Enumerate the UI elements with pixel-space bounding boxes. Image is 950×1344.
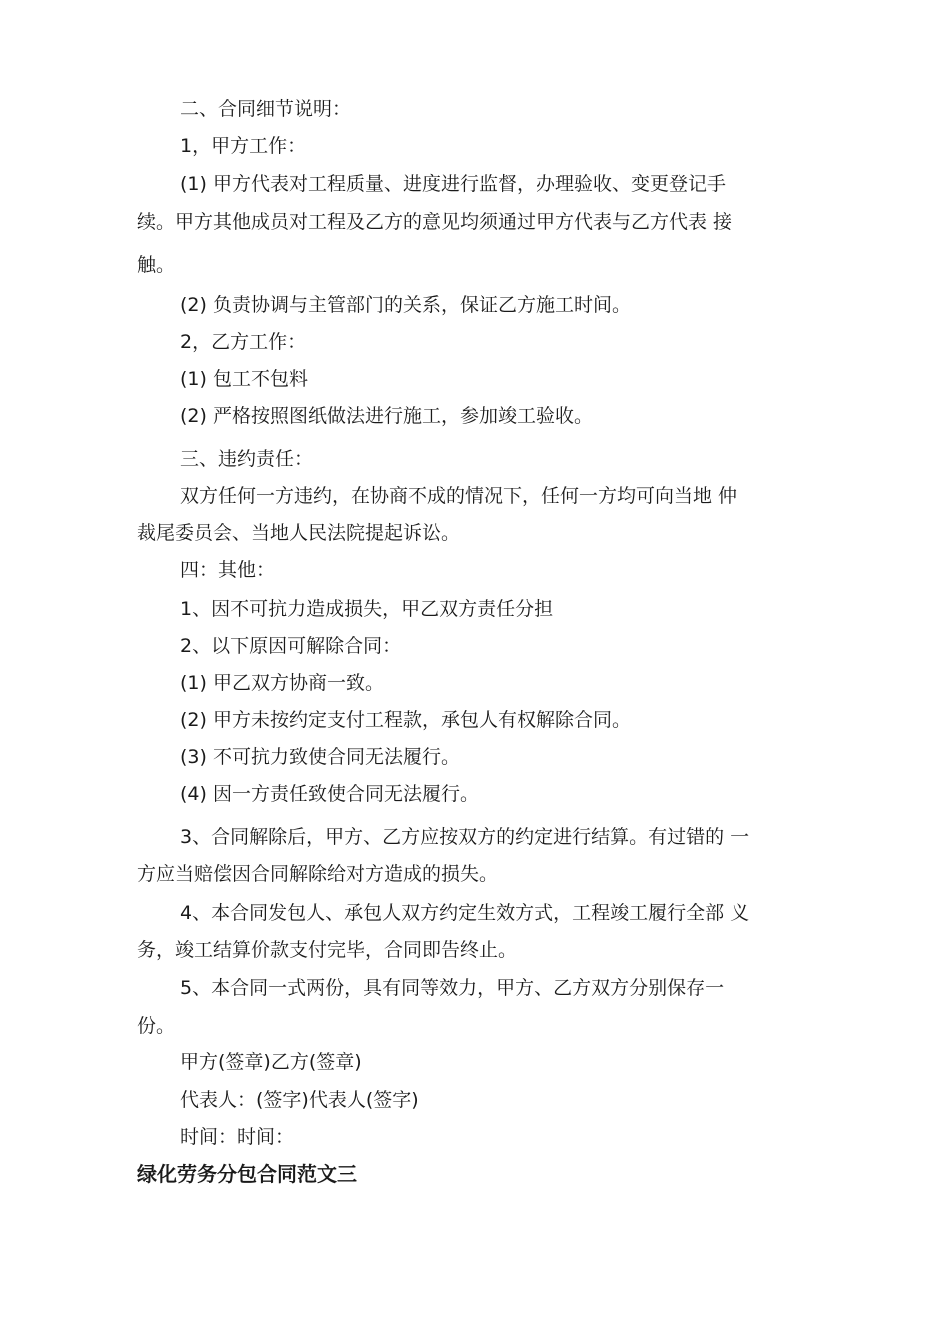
representative-line: 代表人：(签字)代表人(签字) [180,1089,419,1111]
paragraph-line: 3、合同解除后，甲方、乙方应按双方的约定进行结算。有过错的 一 [180,826,750,848]
paragraph-line: (3) 不可抗力致使合同无法履行。 [180,746,460,768]
paragraph-line: 务，竣工结算价款支付完毕，合同即告终止。 [137,939,518,961]
paragraph-line: (2) 负责协调与主管部门的关系，保证乙方施工时间。 [180,294,631,316]
paragraph-line: 4、本合同发包人、承包人双方约定生效方式，工程竣工履行全部 义 [180,902,750,924]
paragraph-line: 份。 [137,1015,176,1037]
document-section-title: 绿化劳务分包合同范文三 [137,1162,357,1186]
paragraph-line: 续。甲方其他成员对工程及乙方的意见均须通过甲方代表与乙方代表 接 [137,211,733,233]
item-party-b-work: 2，乙方工作： [180,331,307,353]
section-heading-breach: 三、违约责任： [180,448,314,470]
paragraph-line: (2) 甲方未按约定支付工程款，承包人有权解除合同。 [180,709,631,731]
item-party-a-work: 1，甲方工作： [180,135,307,157]
paragraph-line: 裁尾委员会、当地人民法院提起诉讼。 [137,522,461,544]
section-heading-contract-details: 二、合同细节说明： [180,98,352,120]
paragraph-line: (1) 甲方代表对工程质量、进度进行监督，办理验收、变更登记手 [180,173,726,195]
paragraph-line: (4) 因一方责任致使合同无法履行。 [180,783,479,805]
time-line: 时间：时间： [180,1126,295,1148]
paragraph-line: (2) 严格按照图纸做法进行施工，参加竣工验收。 [180,405,593,427]
paragraph-line: (1) 包工不包料 [180,368,308,390]
paragraph-line: (1) 甲乙双方协商一致。 [180,672,384,694]
paragraph-line: 5、本合同一式两份，具有同等效力，甲方、乙方双方分别保存一 [180,977,725,999]
paragraph-line: 2、以下原因可解除合同： [180,635,402,657]
section-heading-other: 四：其他： [180,559,276,581]
paragraph-line: 双方任何一方违约，在协商不成的情况下，任何一方均可向当地 仲 [180,485,738,507]
paragraph-line: 方应当赔偿因合同解除给对方造成的损失。 [137,863,499,885]
paragraph-line: 触。 [137,254,176,276]
paragraph-line: 1、因不可抗力造成损失，甲乙双方责任分担 [180,598,554,620]
signature-line: 甲方(签章)乙方(签章) [180,1051,362,1073]
